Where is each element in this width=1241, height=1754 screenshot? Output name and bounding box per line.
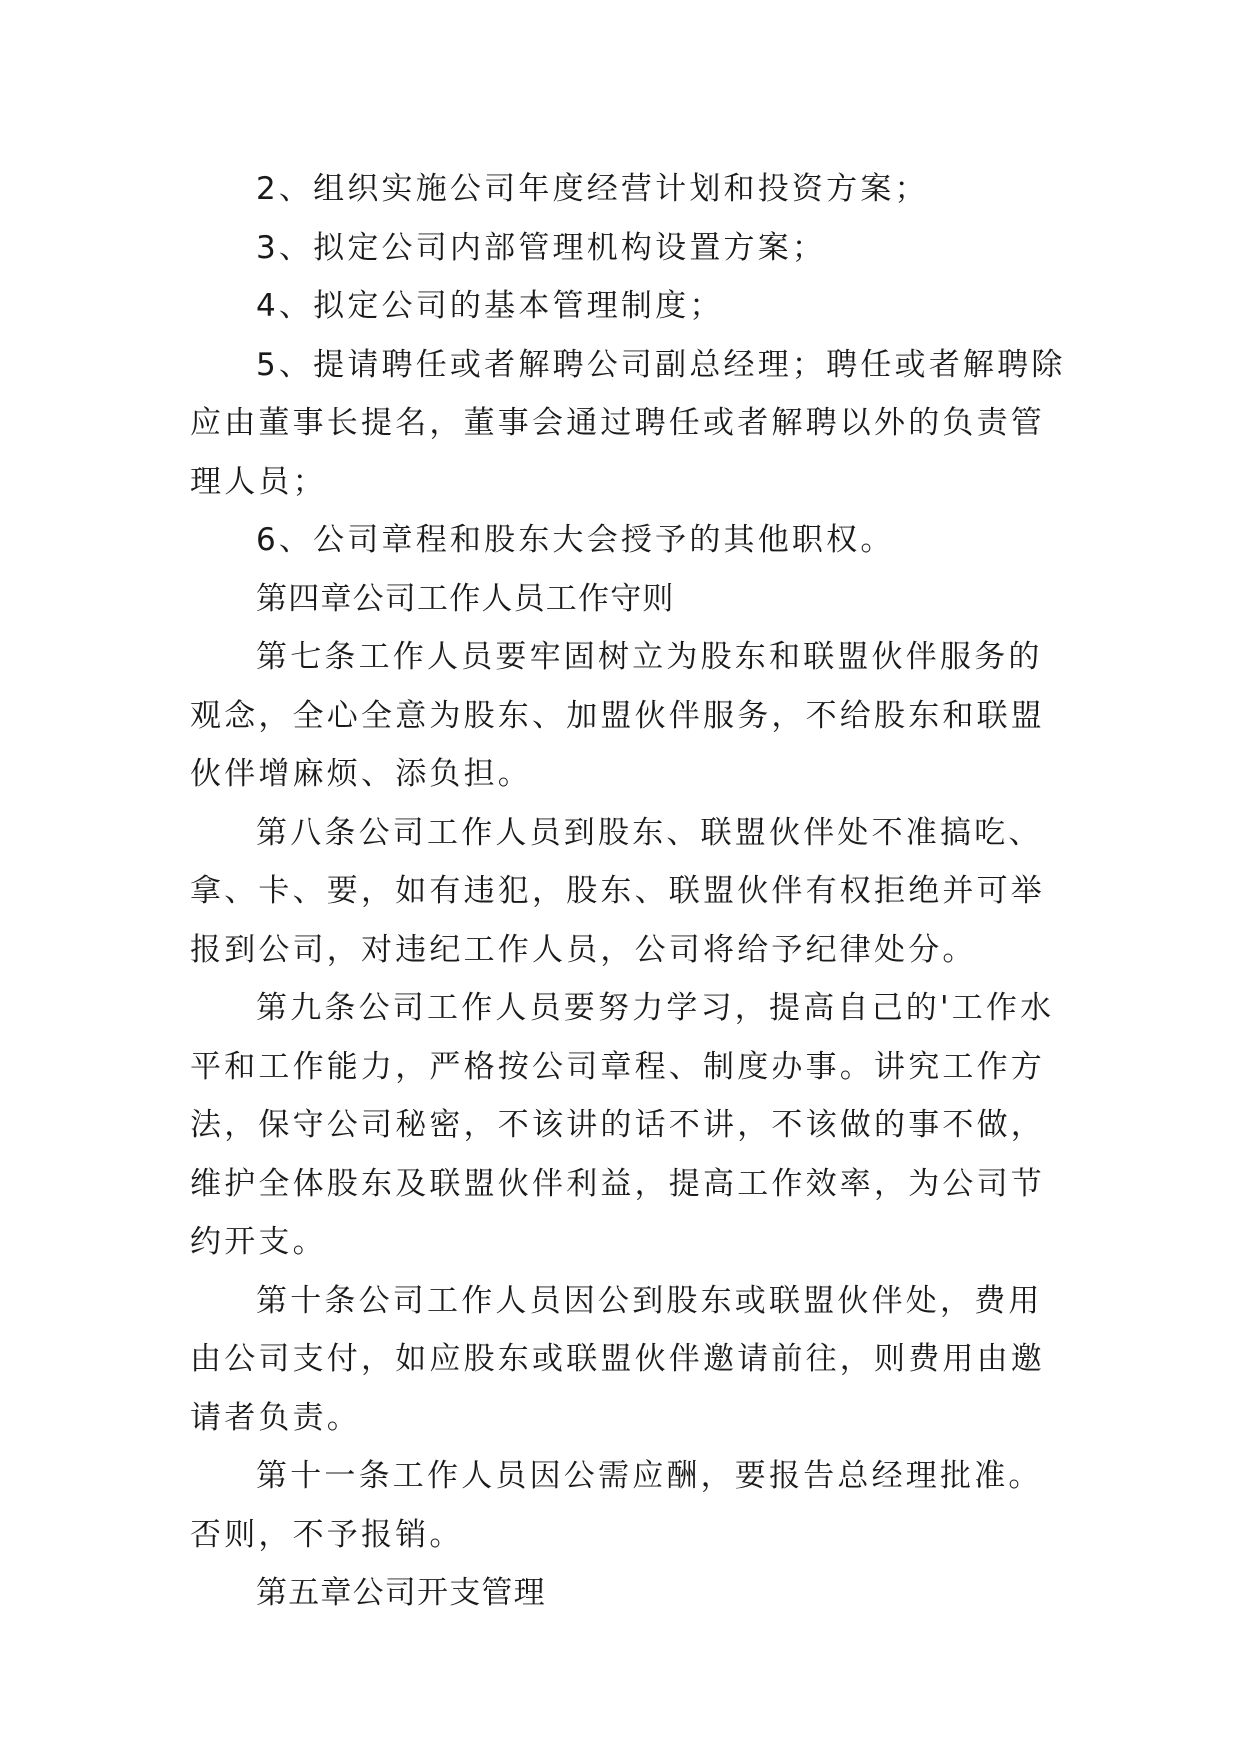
paragraph-item-2: 2、组织实施公司年度经营计划和投资方案； bbox=[256, 171, 929, 207]
article-11: 第十一条工作人员因公需应酬，要报告总经理批准。否则，不予报销。 bbox=[190, 1458, 1043, 1553]
article-9: 第九条公司工作人员要努力学习，提高自己的'工作水平和工作能力，严格按公司章程、制度办事。讲究工作方法，保守公司秘密，不该讲的话不讲，不该做的事不做，维护全体股东及联盟伙伴利益，提高工作效率，为公司节约开支。 bbox=[190, 990, 1055, 1260]
article-10: 第十条公司工作人员因公到股东或联盟伙伴处，费用由公司支付，如应股东或联盟伙伴邀请前往，则费用由邀请者负责。 bbox=[190, 1282, 1045, 1436]
paragraph-item-5: 5、提请聘任或者解聘公司副总经理；聘任或者解聘除应由董事长提名，董事会通过聘任或者解聘以外的负责管理人员； bbox=[190, 346, 1066, 500]
article-7: 第七条工作人员要牢固树立为股东和联盟伙伴服务的观念，全心全意为股东、加盟伙伴服务，不给股东和联盟伙伴增麻烦、添负担。 bbox=[190, 639, 1045, 792]
paragraph-item-4: 4、拟定公司的基本管理制度； bbox=[256, 288, 724, 324]
paragraph-item-3: 3、拟定公司内部管理机构设置方案； bbox=[256, 229, 827, 266]
chapter-heading-4: 第四章公司工作人员工作守则 bbox=[256, 580, 675, 617]
chapter-heading-5: 第五章公司开支管理 bbox=[256, 1575, 546, 1611]
paragraph-item-6: 6、公司章程和股东大会授予的其他职权。 bbox=[256, 522, 895, 558]
document-page bbox=[190, 160, 1070, 1623]
article-8: 第八条公司工作人员到股东、联盟伙伴处不准搞吃、拿、卡、要，如有违犯，股东、联盟伙伴有权拒绝并可举报到公司，对违纪工作人员，公司将给予纪律处分。 bbox=[190, 814, 1045, 968]
